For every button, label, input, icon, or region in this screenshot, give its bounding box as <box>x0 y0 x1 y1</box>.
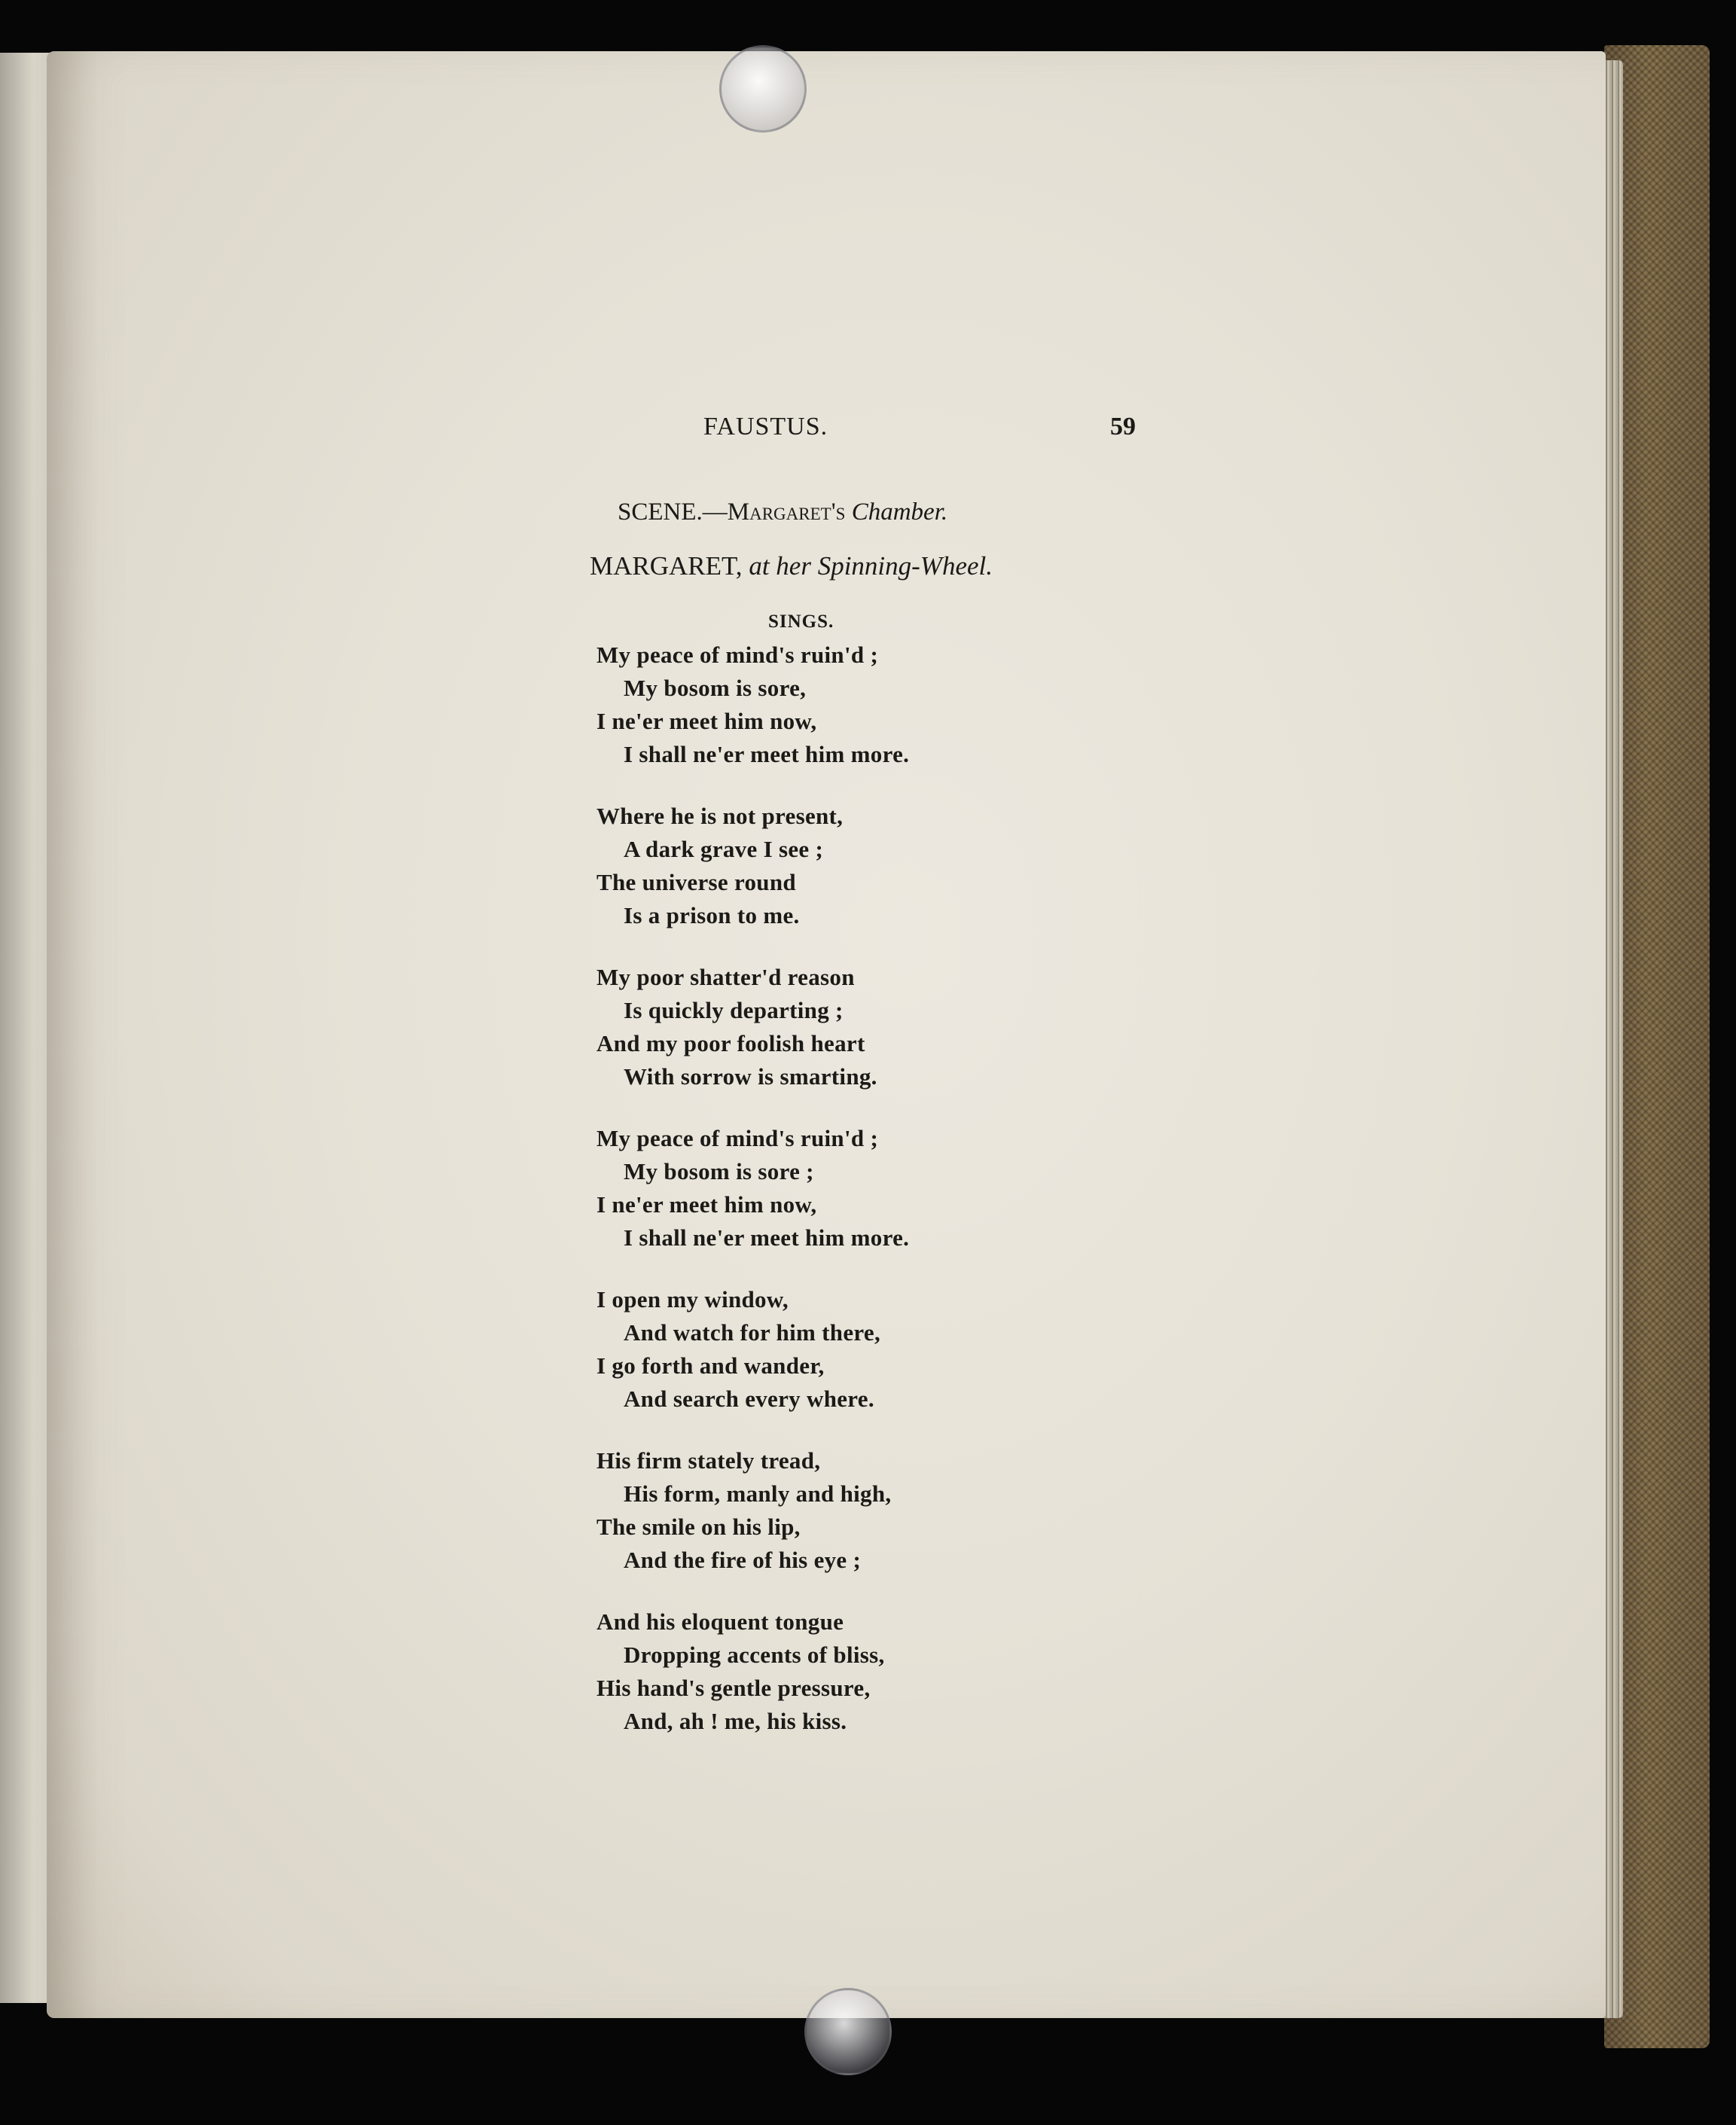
verse-line: And his eloquent tongue <box>596 1608 844 1635</box>
verse-line: And the fire of his eye ; <box>624 1547 862 1573</box>
verse-line: My bosom is sore ; <box>624 1158 814 1184</box>
character-name: MARGARET, <box>590 551 743 581</box>
verse-line: My peace of mind's ruin'd ; <box>596 642 879 668</box>
verse-line: With sorrow is smarting. <box>624 1063 877 1090</box>
verse-line: My poor shatter'd reason <box>596 964 855 990</box>
verse-line: Dropping accents of bliss, <box>624 1642 885 1668</box>
verse-line: Is quickly departing ; <box>624 997 844 1023</box>
character-action: at her Spinning-Wheel. <box>749 551 993 581</box>
scene-label: SCENE.— <box>618 498 728 526</box>
verse-line: Is a prison to me. <box>624 902 800 928</box>
verse-line: I open my window, <box>596 1286 789 1312</box>
verse-line: I ne'er meet him now, <box>596 708 817 734</box>
glass-weight-bottom <box>804 1988 892 2075</box>
verse-line: I ne'er meet him now, <box>596 1191 817 1218</box>
page-number: 59 <box>1110 413 1136 441</box>
glass-weight-top <box>719 45 807 133</box>
stage-direction <box>590 551 993 581</box>
verse-line: His hand's gentle pressure, <box>596 1675 871 1701</box>
verse-line: And watch for him there, <box>624 1319 881 1346</box>
verse-line: Where he is not present, <box>596 803 844 829</box>
verse-line: I shall ne'er meet him more. <box>624 741 910 767</box>
verse-line: A dark grave I see ; <box>624 836 824 862</box>
verse-line: And search every where. <box>624 1386 874 1412</box>
verse-line: The smile on his lip, <box>596 1514 801 1540</box>
verse-line: My bosom is sore, <box>624 675 807 701</box>
verse-line: His form, manly and high, <box>624 1480 892 1507</box>
verse-line: And, ah ! me, his kiss. <box>624 1708 847 1734</box>
verse-line: My peace of mind's ruin'd ; <box>596 1125 879 1151</box>
running-head: FAUSTUS. <box>703 413 828 441</box>
scene-location-place: Chamber. <box>851 498 948 526</box>
verse-line: I go forth and wander, <box>596 1352 825 1379</box>
verse-line: The universe round <box>596 869 796 895</box>
song-label: SINGS. <box>768 611 834 632</box>
verse-line: His firm stately tread, <box>596 1447 821 1474</box>
scene-heading <box>618 498 947 526</box>
scene-location-name: Margaret's <box>727 498 846 526</box>
verse-line: I shall ne'er meet him more. <box>624 1224 910 1251</box>
verse-line: And my poor foolish heart <box>596 1030 865 1056</box>
